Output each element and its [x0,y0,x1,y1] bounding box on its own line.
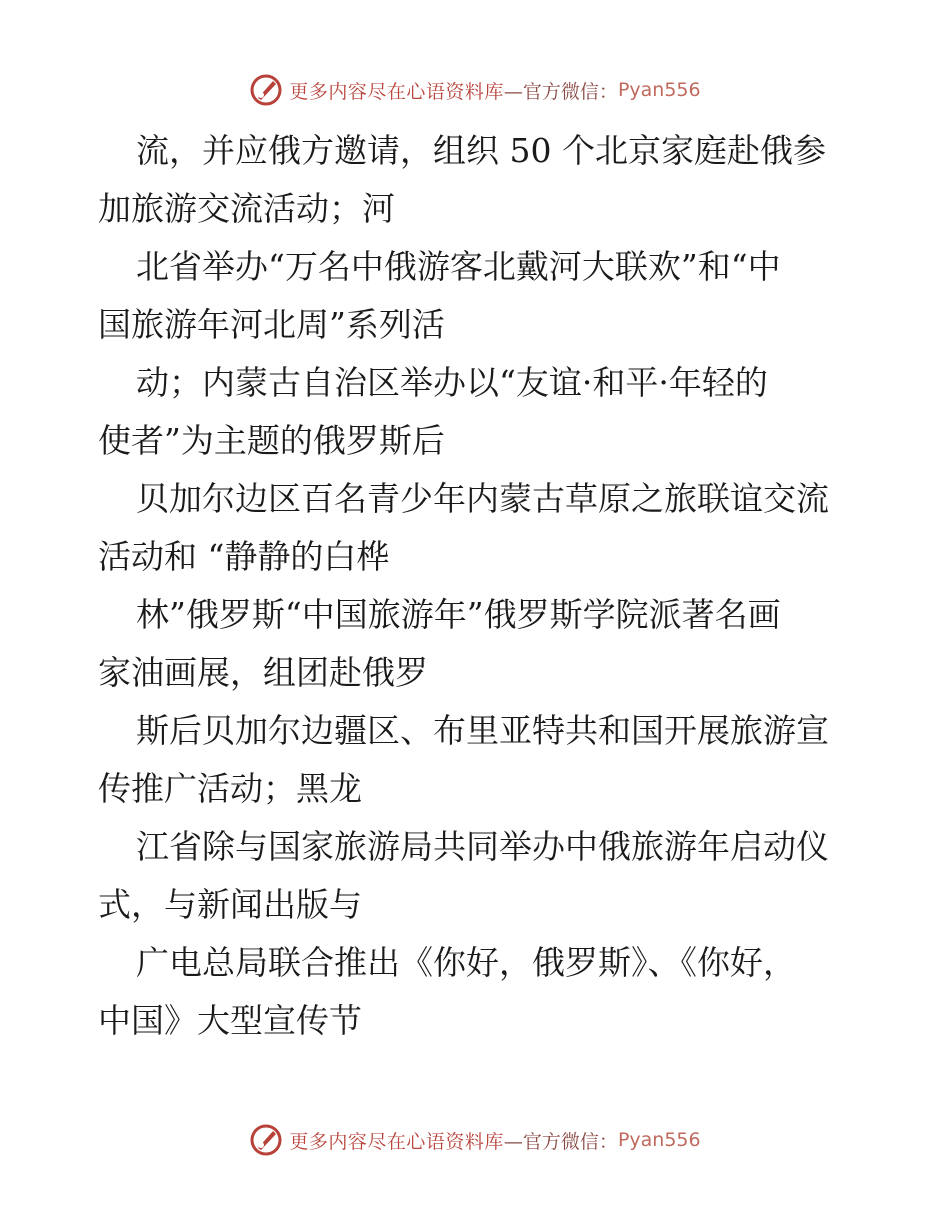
paragraph-3 [98,354,858,470]
paragraph-2 [98,238,858,354]
paragraph-line: 使者”为主题的俄罗斯后 [98,421,445,460]
paragraph-5 [98,586,858,702]
paragraph-line: 北省举办“万名中俄游客北戴河大联欢”和“中 [136,247,781,286]
watermark-wechat-id: Pyan556 [617,1129,701,1151]
document-body [98,122,858,1050]
paragraph-line: 中国》大型宣传节 [98,1001,362,1040]
paragraph-6 [98,702,858,818]
paragraph-line: 活动和 “静静的白桦 [98,537,390,576]
paragraph-line: 家油画展，组团赴俄罗 [98,653,428,692]
paragraph-line: 加旅游交流活动；河 [98,189,395,228]
watermark-wechat-label: —官方微信： [503,80,618,103]
paragraph-4 [98,470,858,586]
paragraph-line: 贝加尔边区百名青少年内蒙古草原之旅联谊交流 [136,479,829,518]
paragraph-line: 江省除与国家旅游局共同举办中俄旅游年启动仪 [136,827,829,866]
header-watermark [0,70,950,110]
paragraph-8 [98,934,858,1050]
paragraph-line: 传推广活动；黑龙 [98,769,362,808]
paragraph-7 [98,818,858,934]
paragraph-line: 广电总局联合推出《你好，俄罗斯》、《你好， [136,943,796,982]
paragraph-line: 国旅游年河北周”系列活 [98,305,445,344]
watermark-wechat-label: —官方微信： [503,1130,618,1153]
paragraph-line: 动；内蒙古自治区举办以“友谊·和平·年轻的 [136,363,768,402]
paragraph-line: 式，与新闻出版与 [98,885,362,924]
quill-seal-icon [249,1123,283,1157]
paragraph-line: 斯后贝加尔边疆区、布里亚特共和国开展旅游宣 [136,711,829,750]
paragraph-line: 林”俄罗斯“中国旅游年”俄罗斯学院派著名画 [136,595,781,634]
watermark-site-name: 更多内容尽在心语资料库 [289,80,504,103]
watermark-site-name: 更多内容尽在心语资料库 [289,1130,504,1153]
watermark-wechat-id: Pyan556 [617,79,701,101]
quill-seal-icon [249,73,283,107]
paragraph-1 [98,122,858,238]
footer-watermark [0,1120,950,1160]
paragraph-line: 流，并应俄方邀请，组织 50 个北京家庭赴俄参 [136,131,826,170]
